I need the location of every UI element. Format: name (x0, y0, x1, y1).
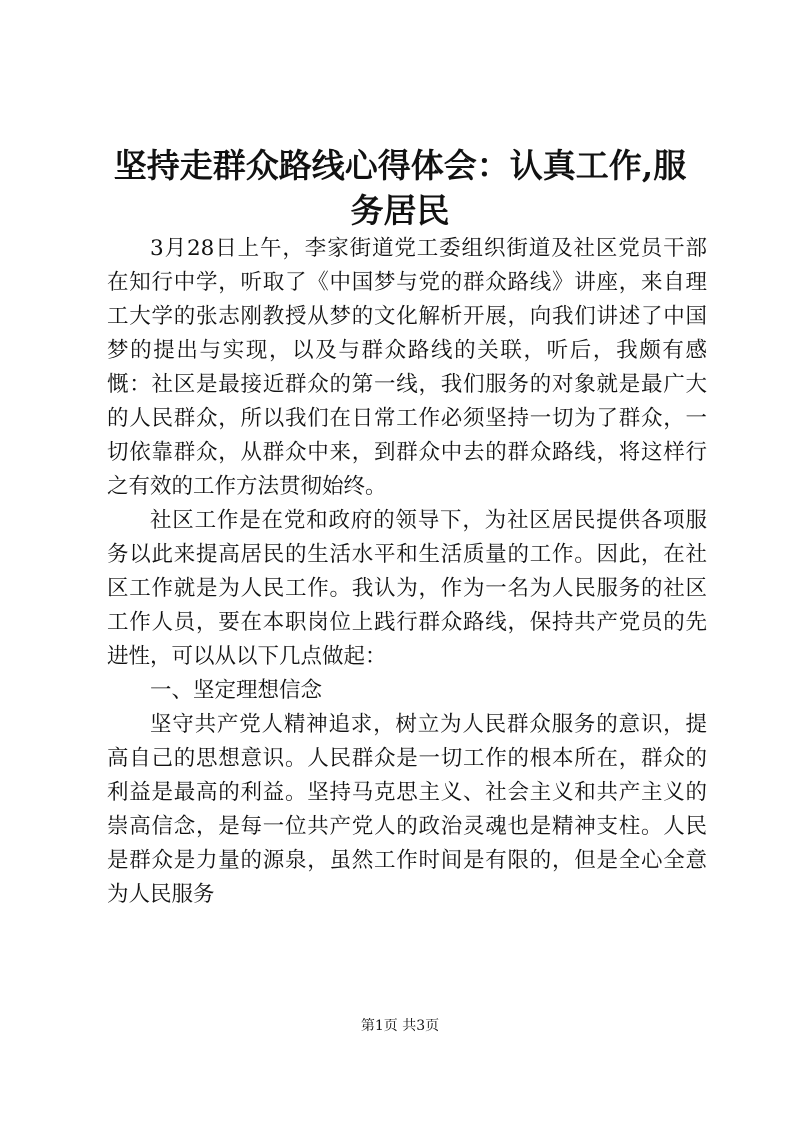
document-body (107, 232, 707, 912)
paragraph-lecture-intro: 3月28日上午，李家街道党工委组织街道及社区党员干部在知行中学，听取了《中国梦与党的群众路线》讲座，来自理工大学的张志刚教授从梦的文化解析开展，向我们讲述了中国梦的提出与实现，以及与群众路线的关联，听后，我颇有感慨：社区是最接近群众的第一线，我们服务的对象就是最广大的人民群众，所以我们在日常工作必须坚持一切为了群众，一切依靠群众，从群众中来，到群众中去的群众路线，将这样行之有效的工作方法贯彻始终。 (107, 236, 707, 499)
page-footer: 第1页 共3页 (360, 1018, 440, 1034)
paragraph-community-work: 社区工作是在党和政府的领导下，为社区居民提供各项服务以此来提高居民的生活水平和生活质量的工作。因此，在社区工作就是为人民工作。我认为，作为一名为人民服务的社区工作人员，要在本职岗位上践行群众路线，保持共产党员的先进性，可以从以下几点做起： (107, 508, 707, 669)
section-heading-ideals: 一、坚定理想信念 (150, 678, 323, 703)
paragraph-ideals: 坚守共产党人精神追求，树立为人民群众服务的意识，提高自己的思想意识。人民群众是一切工作的根本所在，群众的利益是最高的利益。坚持马克思主义、社会主义和共产主义的崇高信念，是每一位共产党人的政治灵魂也是精神支柱。人民是群众是力量的源泉，虽然工作时间是有限的，但是全心全意为人民服务 (107, 712, 707, 907)
page-title: 坚持走群众路线心得体会：认真工作,服务居民 (113, 146, 687, 230)
